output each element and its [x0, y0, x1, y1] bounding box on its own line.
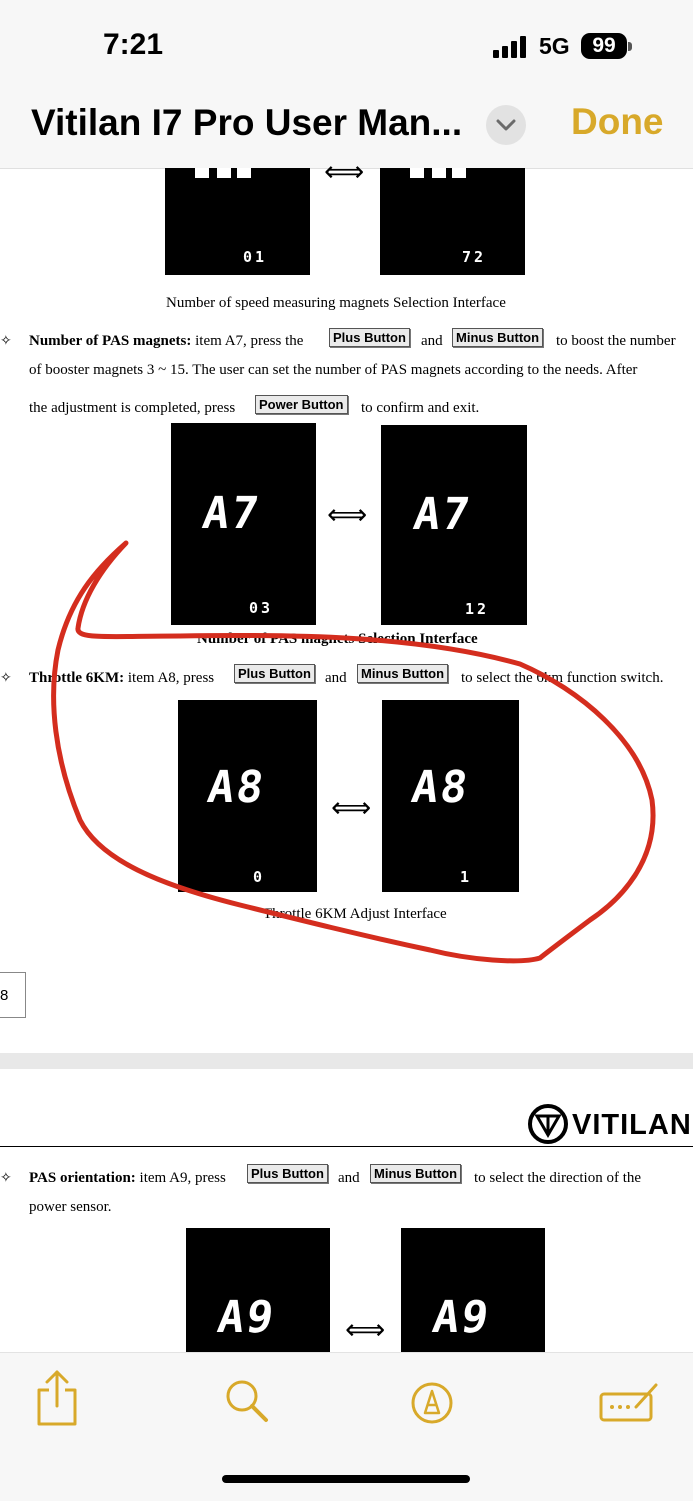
vitilan-logo	[527, 1103, 693, 1145]
orientation-line	[29, 1170, 226, 1187]
lcd-value: 0	[253, 868, 266, 886]
pas-text: to confirm and exit.	[361, 400, 480, 416]
throttle-text: to select the 6km function switch.	[461, 670, 664, 686]
orientation-text: to select the direction of the	[474, 1170, 642, 1186]
lcd-item-code: A8	[408, 762, 473, 813]
pas-line-1	[29, 333, 303, 350]
lcd-value: 1	[460, 868, 473, 886]
network-type: 5G	[539, 33, 570, 59]
title-menu-button[interactable]	[486, 105, 526, 145]
caption-speed-magnets: Number of speed measuring magnets Selection Interface	[166, 295, 506, 311]
search-icon	[224, 1378, 270, 1424]
lcd-segment-cut	[195, 168, 255, 182]
battery-indicator: 99	[581, 33, 627, 59]
caption-throttle: Throttle 6KM Adjust Interface	[263, 906, 447, 922]
search-button[interactable]	[224, 1378, 270, 1429]
lcd-item-code: A9	[429, 1292, 494, 1343]
plus-button-label: Plus Button	[329, 328, 410, 347]
bullet-diamond-icon: ✧	[0, 670, 12, 686]
vitilan-logo-icon	[527, 1103, 571, 1145]
power-button-label: Power Button	[255, 395, 348, 414]
lcd-item-code: A8	[204, 762, 269, 813]
plus-button-label: Plus Button	[234, 664, 315, 683]
double-arrow-icon: ⟺	[345, 1313, 386, 1346]
lcd-value: 03	[249, 599, 274, 617]
bullet-diamond-icon: ✧	[0, 1170, 12, 1186]
page-number: 8	[0, 987, 9, 1004]
markup-button[interactable]	[410, 1381, 456, 1432]
pas-line-2: of booster magnets 3 ~ 15. The user can set the number of PAS magnets according to the needs. After	[29, 362, 638, 378]
lcd-screen-pas-right	[381, 425, 527, 625]
keyboard-icon	[598, 1382, 660, 1424]
lcd-screen-throttle-right	[382, 700, 519, 892]
clock: 7:21	[103, 28, 164, 61]
lcd-screen-throttle-left	[178, 700, 317, 892]
orientation-heading: PAS orientation:	[29, 1170, 136, 1186]
header-rule	[0, 1146, 693, 1147]
minus-button-label: Minus Button	[357, 664, 448, 683]
lcd-value: 01	[243, 248, 268, 266]
lcd-item-code: A7	[199, 488, 264, 539]
pas-text: to boost the number	[556, 333, 676, 349]
double-arrow-icon: ⟺	[327, 498, 368, 531]
pas-line-3: the adjustment is completed, press	[29, 400, 236, 416]
logo-text: VITILAN	[572, 1109, 692, 1141]
caption-pas-magnets: Number of PAS magnets Selection Interface	[197, 631, 478, 647]
lcd-screen-speed-right	[380, 168, 525, 275]
throttle-heading: Throttle 6KM:	[29, 670, 125, 686]
cellular-signal-icon	[493, 36, 529, 58]
lcd-segment-cut	[410, 168, 470, 182]
and-text: and	[325, 670, 347, 686]
share-icon	[32, 1368, 82, 1428]
pas-heading: Number of PAS magnets:	[29, 333, 192, 349]
orientation-line-2: power sensor.	[29, 1199, 112, 1215]
plus-button-label: Plus Button	[247, 1164, 328, 1183]
minus-button-label: Minus Button	[370, 1164, 461, 1183]
lcd-item-code: A9	[214, 1292, 279, 1343]
throttle-text: item A8, press	[127, 670, 215, 686]
lcd-value: 12	[465, 600, 490, 618]
lcd-screen-orientation-right	[401, 1228, 545, 1352]
double-arrow-icon: ⟺	[324, 155, 365, 188]
double-arrow-icon: ⟺	[331, 791, 372, 824]
done-button[interactable]: Done	[571, 101, 664, 142]
battery-tip	[628, 42, 632, 51]
and-text: and	[421, 333, 443, 349]
page-separator	[0, 1053, 693, 1069]
lcd-item-code: A7	[410, 489, 475, 540]
form-fill-button[interactable]	[598, 1382, 660, 1429]
bullet-diamond-icon: ✧	[0, 333, 12, 349]
share-button[interactable]	[32, 1368, 82, 1433]
pas-text: item A7, press the	[195, 333, 304, 349]
home-indicator	[222, 1475, 470, 1483]
and-text: and	[338, 1170, 360, 1186]
minus-button-label: Minus Button	[452, 328, 543, 347]
lcd-value: 72	[462, 248, 487, 266]
document-title[interactable]: Vitilan I7 Pro User Man...	[31, 102, 463, 143]
markup-icon	[410, 1381, 456, 1427]
chevron-down-icon	[486, 105, 526, 145]
lcd-screen-speed-left	[165, 168, 310, 275]
lcd-screen-orientation-left	[186, 1228, 330, 1352]
throttle-line	[29, 670, 214, 687]
orientation-text: item A9, press	[139, 1170, 226, 1186]
lcd-screen-pas-left	[171, 423, 316, 625]
